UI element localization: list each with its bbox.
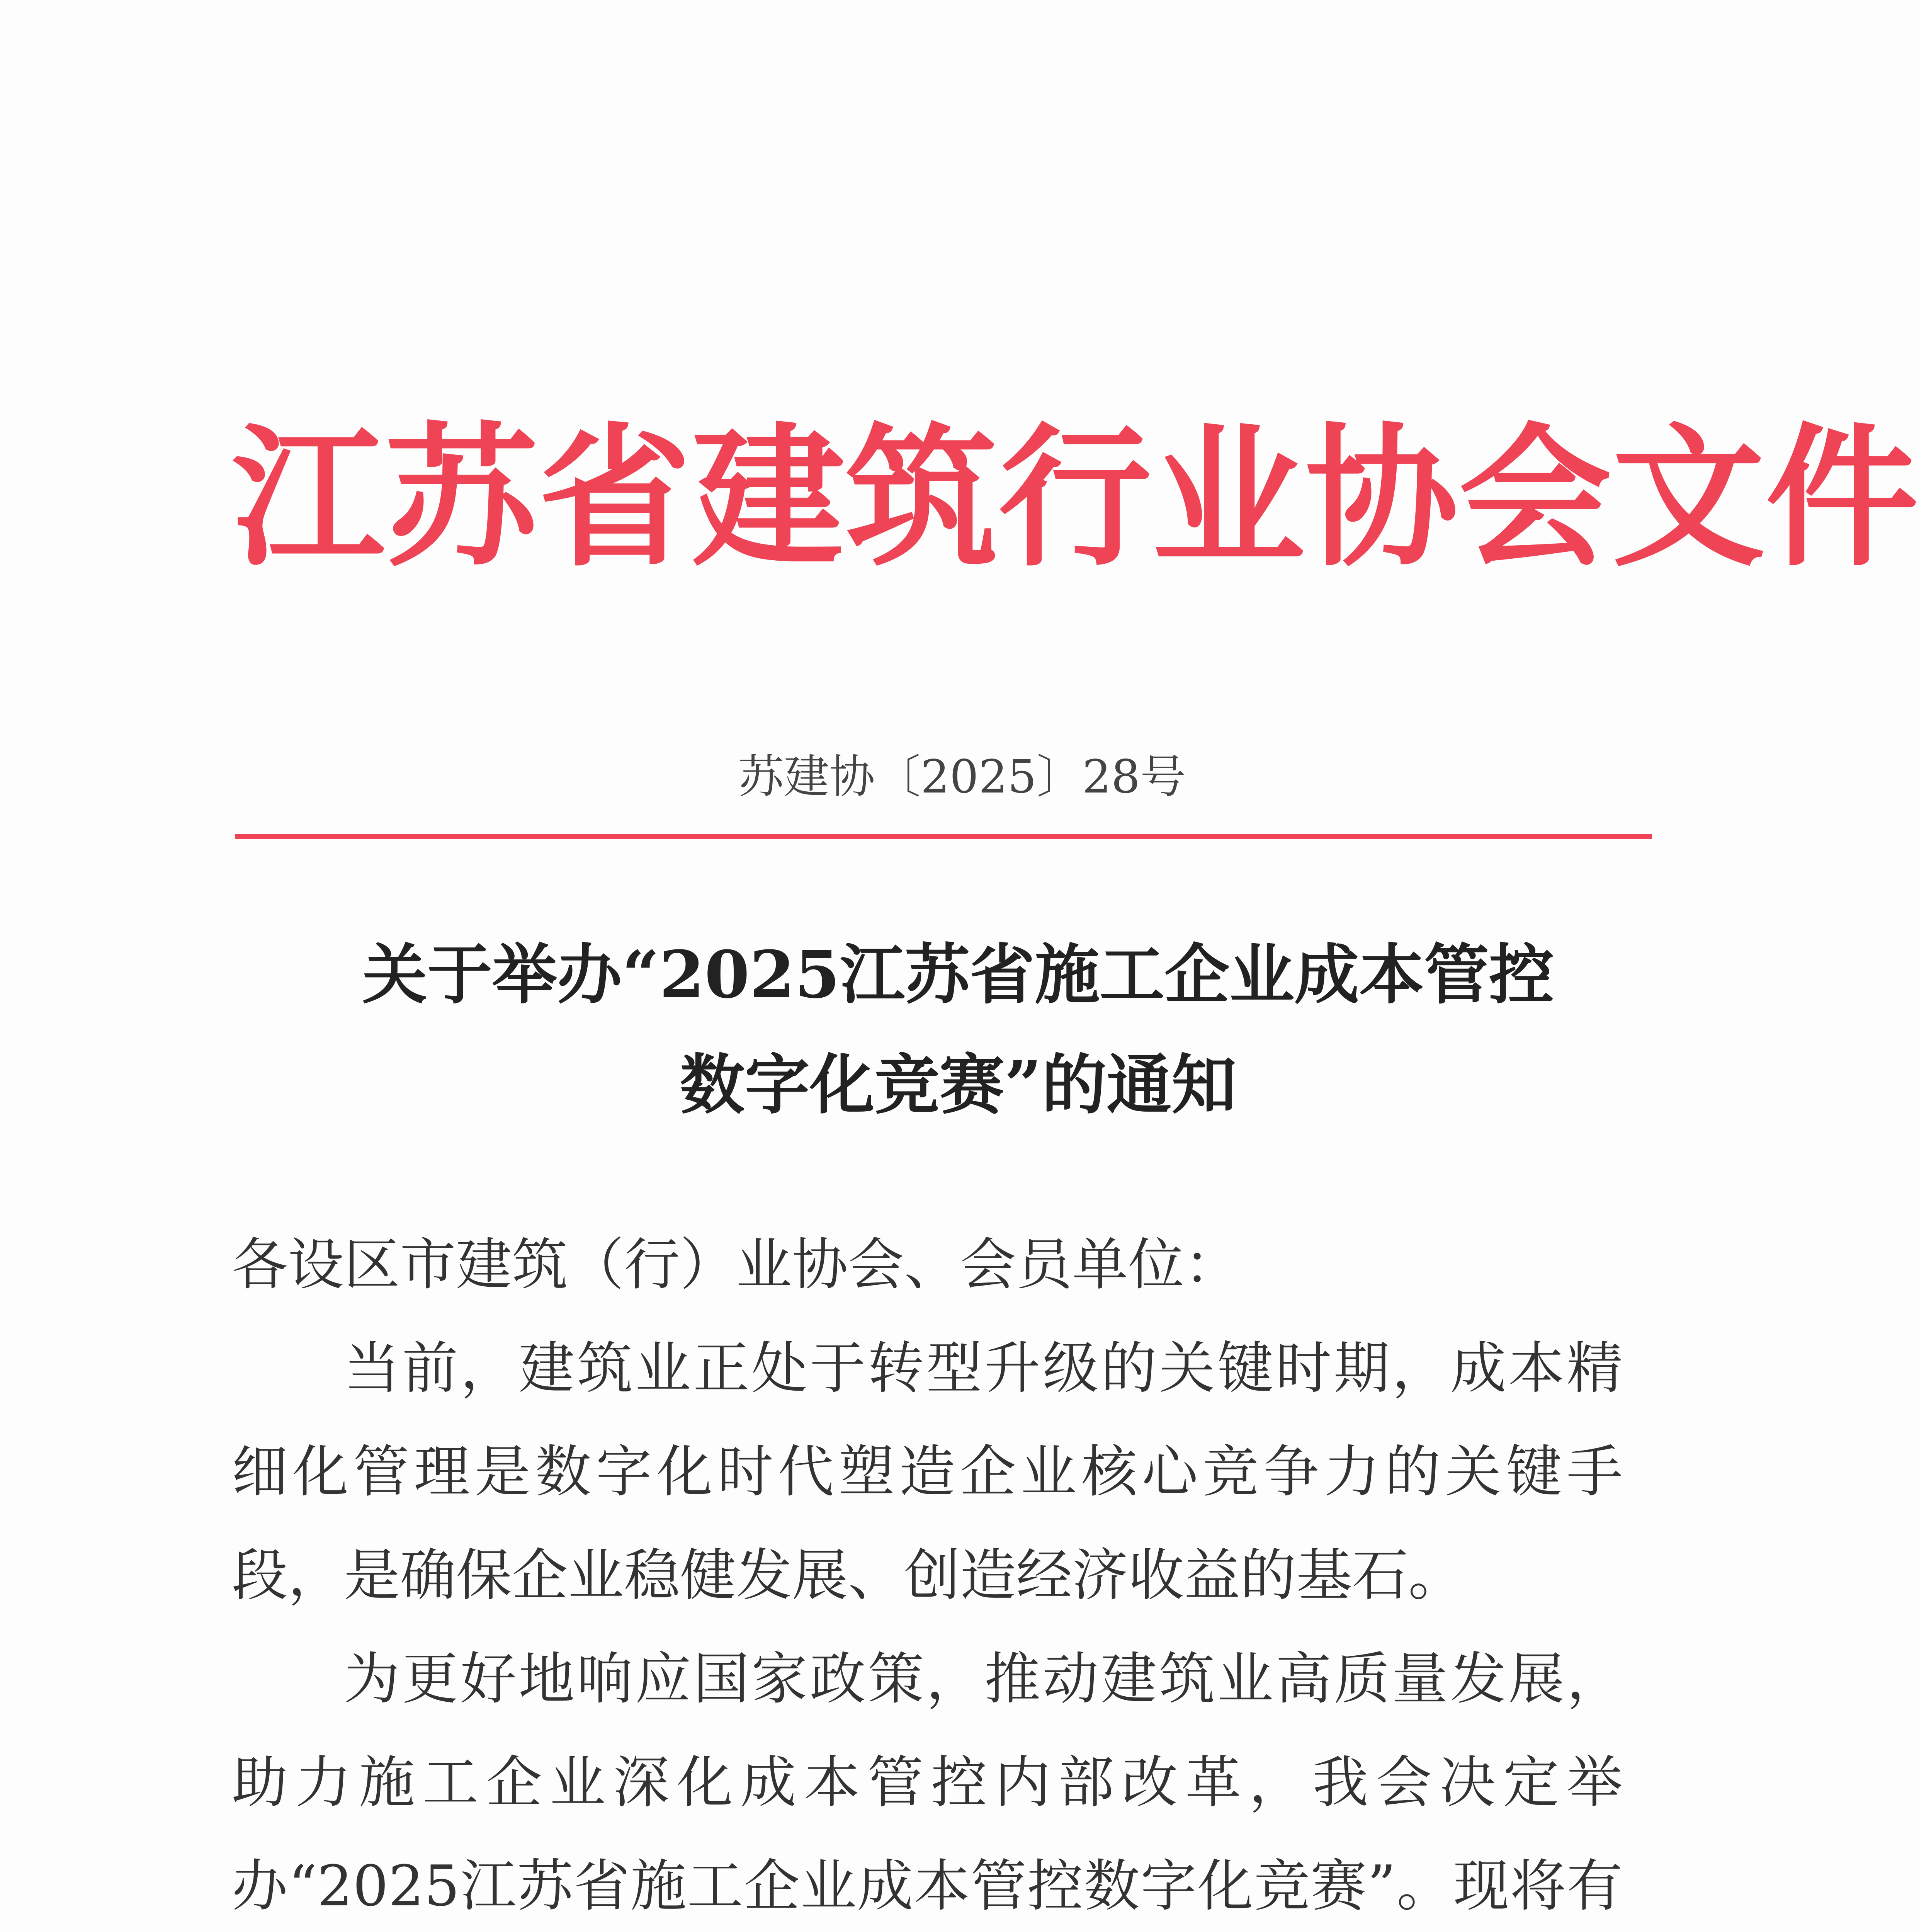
red-divider-rule	[235, 834, 1652, 839]
notice-title-line-2: 数字化竞赛”的通知	[680, 1046, 1237, 1123]
masthead-title: 江苏省建筑行业协会文件	[232, 410, 1919, 587]
notice-title	[193, 920, 1723, 1140]
document-number: 苏建协〔2025〕28号	[738, 750, 1186, 803]
body-paragraph: 为更好地响应国家政策，推动建筑业高质量发展，助力施工企业深化成本管控内部改革，我会决定举办“2025江苏省施工企业成本管控数字化竞赛”。现将有	[232, 1646, 1623, 1919]
notice-title-line-1: 关于举办“2025江苏省施工企业成本管控	[362, 936, 1554, 1013]
salutation: 各设区市建筑（行）业协会、会员单位：	[232, 1232, 1240, 1298]
body-paragraph: 当前，建筑业正处于转型升级的关键时期，成本精细化管理是数字化时代塑造企业核心竞争力的关键手段，是确保企业稳健发展、创造经济收益的基石。	[232, 1336, 1623, 1608]
notice-body	[232, 1213, 1623, 1932]
